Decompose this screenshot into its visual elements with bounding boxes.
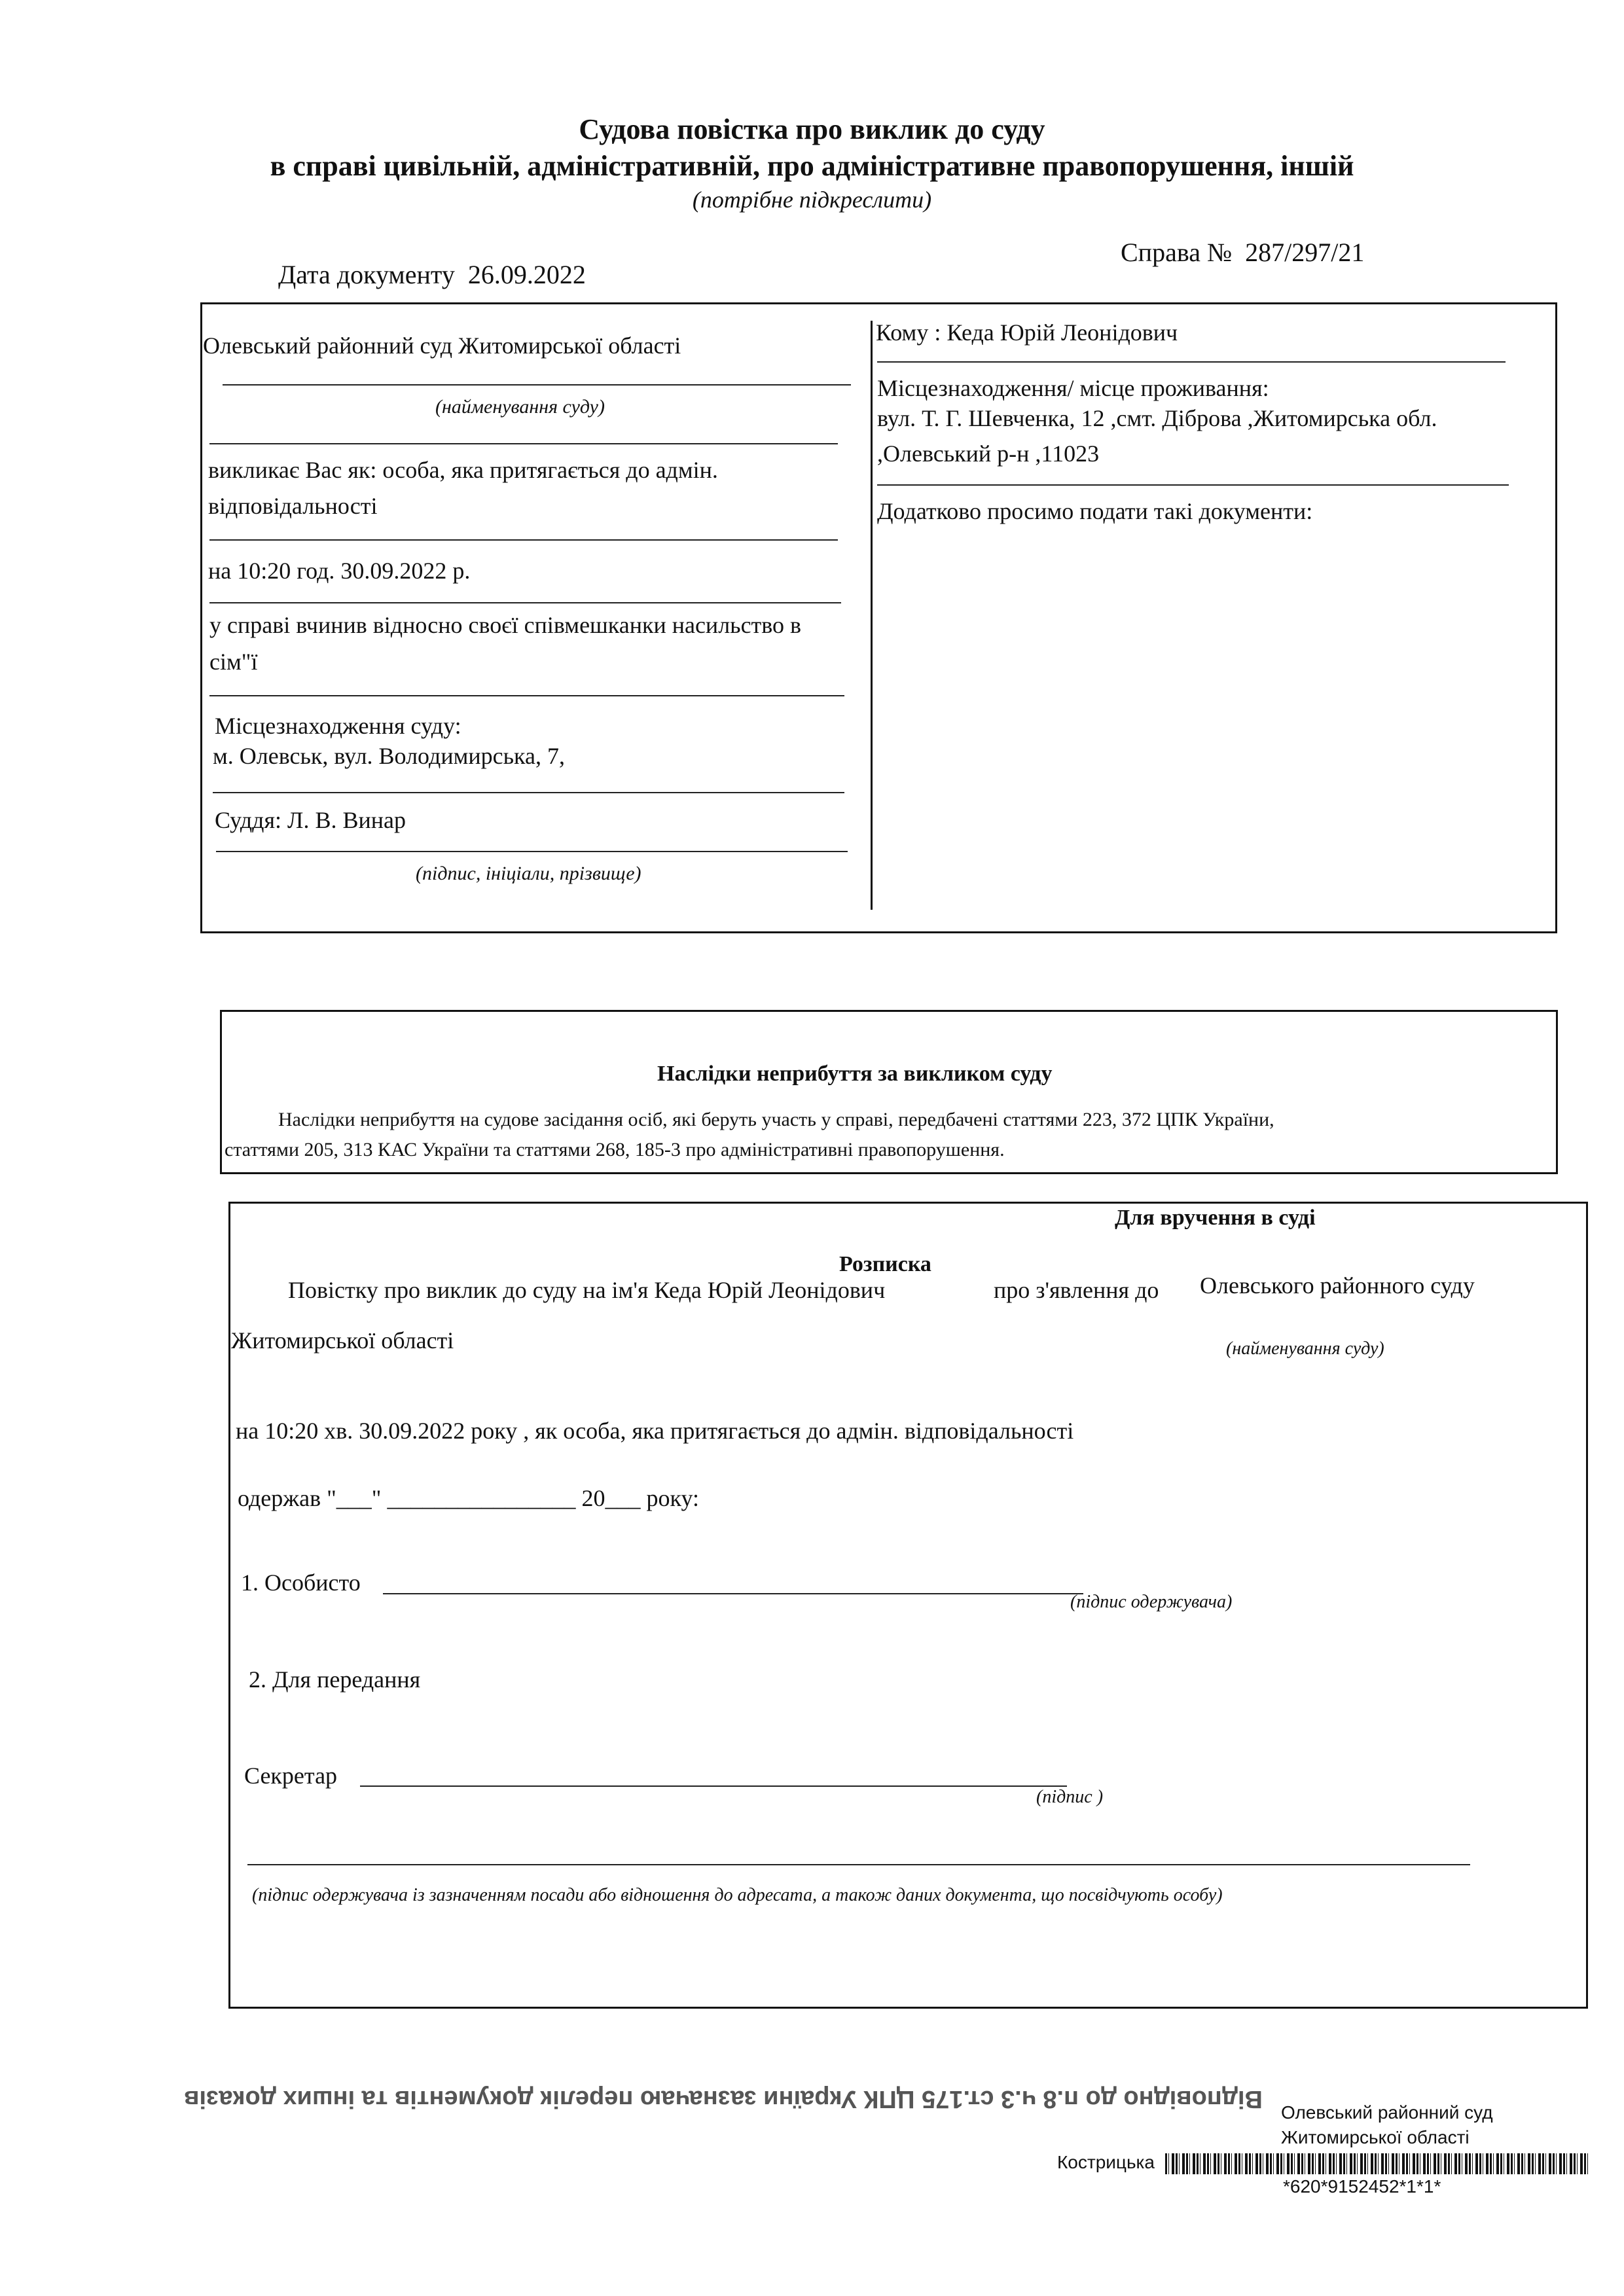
barcode-number: *620*9152452*1*1* (1283, 2176, 1441, 2197)
case-number (1121, 237, 1364, 268)
receipt-court-caption: (найменування суду) (1226, 1338, 1384, 1359)
secretary-signature-line (360, 1785, 1067, 1787)
receipt-line-1a: Повістку про виклик до суду на ім'я Кеда Юрій Леонідович (288, 1277, 886, 1303)
court-caption-underline (209, 443, 838, 444)
hearing-time: на 10:20 год. 30.09.2022 р. (208, 558, 471, 584)
summoned-as-line-2: відповідальності (208, 493, 378, 519)
consequences-text-line-1: Наслідки неприбуття на судове засідання осіб, які беруть участь у справі, передбачені статтями 223, 372 ЦПК України, (278, 1109, 1274, 1130)
document-date-value: 26.09.2022 (467, 260, 586, 289)
clerk-name: Кострицька (1057, 2152, 1155, 2172)
personal-caption: (підпис одержувача) (1070, 1592, 1233, 1612)
judge-caption: (підпис, ініціали, прізвище) (416, 863, 641, 884)
matter-line-1: у справі вчинив відносно своєї співмешканки насильство в (209, 612, 802, 638)
hearing-time-underline (209, 602, 841, 603)
receipt-title: Розписка (839, 1252, 931, 1276)
summoned-as-underline (209, 539, 838, 541)
receipt-line-2: Житомирської області (231, 1327, 454, 1354)
matter-underline (209, 695, 844, 696)
document-date-label: Дата документу (278, 260, 455, 289)
summons-box-divider (871, 321, 873, 910)
receipt-time-line: на 10:20 хв. 30.09.2022 року , як особа, яка притягається до адмін. відповідальності (236, 1418, 1074, 1444)
personal-label: 1. Особисто (241, 1570, 361, 1596)
recipient-signature-line (247, 1864, 1470, 1865)
judge-underline (216, 851, 848, 852)
secretary-caption: (підпис ) (1036, 1787, 1104, 1807)
recipient-underline (877, 361, 1506, 363)
case-number-value: 287/297/21 (1245, 238, 1365, 267)
residence-line-1: вул. Т. Г. Шевченка, 12 ,смт. Діброва ,Житомирська обл. (877, 405, 1437, 431)
received-line: одержав "___" ________________ 20___ року: (238, 1485, 700, 1511)
mirrored-bleed-through-text: Відповідно до п.8 ч.3 ст.175 ЦПК України зазначаю перелік документів та інших доказів (184, 2085, 1263, 2113)
case-number-label: Справа № (1121, 238, 1233, 267)
personal-signature-line (383, 1593, 1083, 1594)
title-line-2: в справі цивільній, адміністративній, про адміністративне правопорушення, іншій (270, 150, 1354, 182)
court-name-underline (223, 384, 851, 386)
residence-label: Місцезнаходження/ місце проживання: (877, 375, 1269, 401)
residence-line-2: ,Олевський р-н ,11023 (877, 440, 1100, 467)
judge-line: Суддя: Л. В. Винар (215, 807, 406, 833)
court-name: Олевський районний суд Житомирської області (203, 332, 681, 359)
consequences-title: Наслідки неприбуття за викликом суду (657, 1062, 1053, 1086)
title-line-1: Судова повістка про виклик до суду (579, 113, 1045, 145)
summoned-as-line-1: викликає Вас як: особа, яка притягається до адмін. (208, 457, 718, 483)
title-note: (потрібне підкреслити) (692, 187, 932, 213)
stamp-court-line-1: Олевський районний суд (1281, 2102, 1493, 2123)
documents-request: Додатково просимо подати такі документи: (877, 498, 1313, 524)
document-date (278, 259, 586, 290)
for-court-label: Для вручення в суді (1115, 1206, 1316, 1230)
matter-line-2: сім"ї (209, 649, 258, 675)
consequences-text-line-2: статтями 205, 313 КАС України та статтями 268, 185-3 про адміністративні правопорушення. (225, 1139, 1005, 1160)
court-location-underline (213, 792, 844, 793)
recipient-line: Кому : Кеда Юрій Леонідович (876, 319, 1178, 346)
stamp-court-line-2: Житомирської області (1281, 2127, 1470, 2147)
receipt-line-1b: про з'явлення до (994, 1277, 1159, 1303)
residence-underline (877, 484, 1509, 486)
court-location-label: Місцезнаходження суду: (215, 713, 461, 739)
barcode (1165, 2153, 1591, 2174)
transfer-label: 2. Для передання (249, 1666, 421, 1693)
secretary-label: Секретар (244, 1763, 338, 1789)
court-location: м. Олевськ, вул. Володимирська, 7, (213, 743, 565, 769)
recipient-caption: (підпис одержувача із зазначенням посади або відношення до адресата, а також даних документа, що посвідчують особу) (252, 1885, 1223, 1905)
receipt-line-1c: Олевського районного суду (1200, 1272, 1475, 1299)
court-name-caption: (найменування суду) (435, 396, 605, 418)
